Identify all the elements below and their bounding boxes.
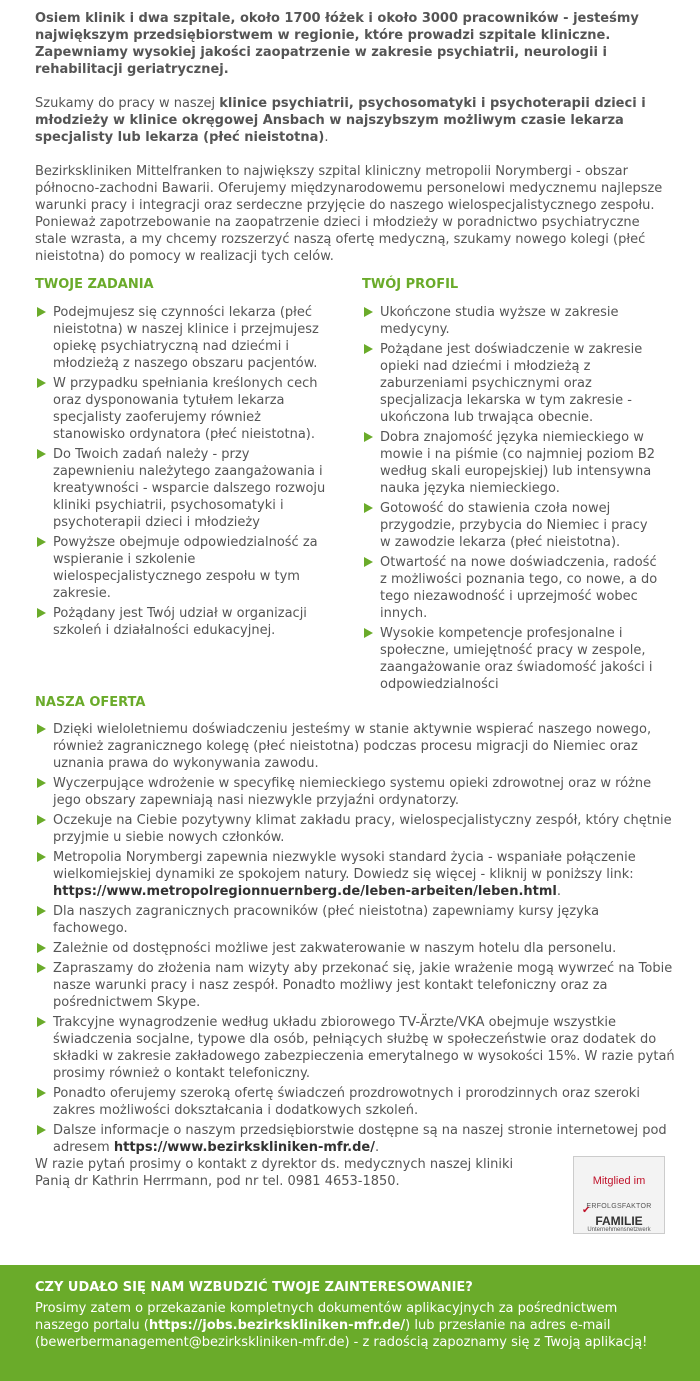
- triangle-bullet-icon: [37, 449, 46, 459]
- footer-banner: [0, 1265, 700, 1381]
- offer-item-text: Zapraszamy do złożenia nam wizyty aby przekonać się, jakie wrażenie mogą wywrzeć na Tobie nasze warunki pracy i nasz zespół. Ponadto możliwy jest kontakt telefoniczny oraz za pośrednictwem Skype.: [53, 961, 673, 1010]
- offer-item-text: Metropolia Norymbergi zapewnia niezwykle wysoki standard życia - wspaniałe połączenie wielkomiejskiej dynamiki ze spokojem natury. Dowiedz się więcej - kliknij w poniższy link:: [53, 850, 636, 882]
- tasks-list: [35, 304, 335, 639]
- profile-item-text: Ukończone studia wyższe w zakresie medycyny.: [380, 305, 619, 337]
- offer-item: [35, 960, 675, 1011]
- tasks-title: TWOJE ZADANIA: [35, 277, 154, 292]
- profile-item: [362, 625, 662, 693]
- tasks-column: [35, 276, 335, 642]
- footer-text: [35, 1300, 670, 1351]
- offer-item: [35, 1085, 675, 1119]
- offer-item-text: Zależnie od dostępności możliwe jest zakwaterowanie w naszym hotelu dla personelu.: [53, 941, 617, 956]
- triangle-bullet-icon: [37, 943, 46, 953]
- badge-line-2: FAMILIE: [595, 1214, 643, 1228]
- triangle-bullet-icon: [364, 344, 373, 354]
- profile-item: [362, 341, 662, 426]
- profile-item-text: Otwartość na nowe doświadczenia, radość z możliwości poznania tego, co nowe, a do tego niezawodność i uprzejmość wobec innych.: [380, 555, 658, 621]
- task-item: [35, 375, 335, 443]
- profile-list: [362, 304, 662, 693]
- profile-column: [362, 276, 662, 696]
- profile-item: [362, 429, 662, 497]
- triangle-bullet-icon: [37, 1017, 46, 1027]
- offer-item-after: .: [556, 884, 562, 899]
- profile-item: [362, 304, 662, 338]
- triangle-bullet-icon: [37, 307, 46, 317]
- about-paragraph: Bezirkskliniken Mittelfranken to największy szpital kliniczny metropolii Norymbergi - obszar północno-zachodni Bawarii. Oferujemy międzynarodowemu personelowi medycznemu najlepsze warunki pracy i integracji oraz serdeczne przyjęcie do naszego wielospecjalistycznego zespołu. Ponieważ zapotrzebowanie na zaopatrzenie dzieci i młodzieży w poradnictwo psychiatryczne stale wzrasta, a my chcemy rozszerzyć naszą ofertę medyczną, szukamy nowego kolegi (płeć nieistotna) do pomocy w realizacji tych celów.: [35, 164, 663, 264]
- offer-item: [35, 775, 675, 809]
- task-item-text: Podejmujesz się czynności lekarza (płeć nieistotna) w naszej klinice i przejmujesz opiekę psychiatryczną nad dziećmi i młodzieżą z naszego obszaru pacjentów.: [53, 305, 319, 371]
- badge-line-1: ERFOLGSFAKTOR: [586, 1203, 652, 1210]
- profile-item-text: Gotowość do stawienia czoła nowej przygodzie, przybycia do Niemiec i pracy w zawodzie lekarza (płeć nieistotna).: [380, 501, 648, 550]
- task-item: [35, 534, 335, 602]
- offer-item-after: .: [374, 1140, 380, 1155]
- profile-item: [362, 554, 662, 622]
- offer-section: [35, 694, 675, 1159]
- intro-paragraph: Osiem klinik i dwa szpitale, około 1700 łóżek i około 3000 pracowników - jesteśmy największym przedsiębiorstwem w regionie, które prowadzi szpitale kliniczne. Zapewniamy wysokiej jakości zaopatrzenie w zakresie psychiatrii, neurologii i rehabilitacji geriatrycznej.: [35, 11, 639, 77]
- offer-item-text: Ponadto oferujemy szeroką ofertę świadczeń prozdrowotnych i prorodzinnych oraz szeroki zakres możliwości dokształcania i dodatkowych szkoleń.: [53, 1086, 640, 1118]
- contact-section: [35, 1156, 535, 1190]
- offer-item-text: Dzięki wieloletniemu doświadczeniu jesteśmy w stanie aktywnie wspierać naszego nowego, również zagranicznego kolegę (płeć nieistotna) podczas procesu migracji do Niemiec oraz uznania prawa do wykonywania zawodu.: [53, 722, 652, 771]
- search-prefix: Szukamy do pracy w naszej: [35, 96, 220, 111]
- badge-mitglied-text: Mitglied im: [592, 1175, 646, 1187]
- triangle-bullet-icon: [364, 557, 373, 567]
- offer-item: [35, 849, 675, 900]
- triangle-bullet-icon: [37, 537, 46, 547]
- profile-item-text: Dobra znajomość języka niemieckiego w mowie i na piśmie (co najmniej poziom B2 według skali europejskiej) lub intensywna nauka języka niemieckiego.: [380, 430, 656, 496]
- badge-line-3: Unternehmensnetzwerk: [587, 1227, 651, 1233]
- offer-item: [35, 940, 675, 957]
- triangle-bullet-icon: [364, 307, 373, 317]
- offer-list: [35, 721, 675, 1156]
- task-item: [35, 304, 335, 372]
- footer-text-before: Prosimy zatem o przekazanie kompletnych dokumentów aplikacyjnych za pośrednictwem naszego portalu (: [35, 1301, 618, 1333]
- intro-section: [35, 10, 665, 265]
- offer-item: [35, 721, 675, 772]
- task-item-text: Powyższe obejmuje odpowiedzialność za wspieranie i szkolenie wielospecjalistycznego zespołu w tym zakresie.: [53, 535, 318, 601]
- offer-item: [35, 903, 675, 937]
- footer-text-after: ) lub przesłanie na adres e-mail (bewerbermanagement@bezirkskliniken-mfr.de) - z radością zapoznamy się z Twoją aplikacją!: [35, 1318, 648, 1350]
- task-item-text: Do Twoich zadań należy - przy zapewnieniu należytego zaangażowania i kreatywności - wsparcie dalszego rozwoju kliniki psychiatrii, psychosomatyki i psychoterapii dzieci i młodzieży: [53, 447, 326, 530]
- search-paragraph: [35, 95, 665, 146]
- profile-item: [362, 500, 662, 551]
- task-item: [35, 605, 335, 639]
- offer-item-text: Dla naszych zagranicznych pracowników (płeć nieistotna) zapewniamy kursy języka fachowego.: [53, 904, 600, 936]
- profile-title: TWÓJ PROFIL: [362, 277, 459, 292]
- triangle-bullet-icon: [37, 1088, 46, 1098]
- contact-line-2: Panią dr Kathrin Herrmann, pod nr tel. 0981 4653-1850.: [35, 1174, 400, 1189]
- offer-item-link[interactable]: https://www.bezirkskliniken-mfr.de/: [113, 1140, 375, 1155]
- profile-item-text: Wysokie kompetencje profesjonalne i społeczne, umiejętność pracy w zespole, zaangażowanie oraz świadomość jakości i odpowiedzialności: [380, 626, 653, 692]
- task-item: [35, 446, 335, 531]
- search-position: klinice psychiatrii, psychosomatyki i psychoterapii dzieci i młodzieży w klinice okręgowej Ansbach w najszybszym możliwym czasie lekarza specjalisty lub lekarza (płeć nieistotna): [35, 96, 646, 145]
- offer-item: [35, 1122, 675, 1156]
- offer-item-text: Trakcyjne wynagrodzenie według układu zbiorowego TV-Ärzte/VKA obejmuje wszystkie świadczenia socjalne, typowe dla osób, pełniących służbę w społeczeństwie oraz dodatek do składki w zakresie zakładowego zabezpieczenia emerytalnego w wysokości 15%. W razie pytań prosimy również o kontakt telefoniczny.: [53, 1015, 675, 1081]
- erfolgsfaktor-familie-badge: [573, 1156, 665, 1234]
- triangle-bullet-icon: [37, 1125, 46, 1135]
- offer-item-text: Oczekuje na Ciebie pozytywny klimat zakładu pracy, wielospecjalistyczny zespół, który chętnie przyjmie u siebie nowych członków.: [53, 813, 672, 845]
- triangle-bullet-icon: [37, 963, 46, 973]
- task-item-text: W przypadku spełniania kreślonych cech oraz dysponowania tytułem lekarza specjalisty zaoferujemy również stanowisko ordynatora (płeć nieistotna).: [53, 376, 318, 442]
- triangle-bullet-icon: [37, 378, 46, 388]
- footer-title: CZY UDAŁO SIĘ NAM WZBUDZIĆ TWOJE ZAINTERESOWANIE?: [35, 1280, 473, 1295]
- triangle-bullet-icon: [37, 815, 46, 825]
- triangle-bullet-icon: [37, 724, 46, 734]
- portal-link[interactable]: https://jobs.bezirkskliniken-mfr.de/: [148, 1318, 406, 1333]
- triangle-bullet-icon: [37, 852, 46, 862]
- triangle-bullet-icon: [364, 503, 373, 513]
- task-item-text: Pożądany jest Twój udział w organizacji szkoleń i działalności edukacyjnej.: [53, 606, 307, 638]
- offer-item: [35, 1014, 675, 1082]
- triangle-bullet-icon: [364, 628, 373, 638]
- triangle-bullet-icon: [37, 906, 46, 916]
- profile-item-text: Pożądane jest doświadczenie w zakresie opieki nad dziećmi i młodzieżą z zaburzeniami psychicznymi oraz specjalizacja lekarska w tym zakresie - ukończona lub trwająca obecnie.: [380, 342, 643, 425]
- contact-line-1: W razie pytań prosimy o kontakt z dyrektor ds. medycznych naszej kliniki: [35, 1157, 514, 1172]
- offer-item-link[interactable]: https://www.metropolregionnuernberg.de/leben-arbeiten/leben.html: [53, 884, 557, 899]
- checkmark-icon: ✔: [582, 1205, 591, 1216]
- triangle-bullet-icon: [37, 608, 46, 618]
- triangle-bullet-icon: [37, 778, 46, 788]
- offer-item-text: Dalsze informacje o naszym przedsiębiorstwie dostępne są na naszej stronie internetowej pod adresem: [53, 1123, 667, 1155]
- offer-item: [35, 812, 675, 846]
- offer-item-text: Wyczerpujące wdrożenie w specyfikę niemieckiego systemu opieki zdrowotnej oraz w różne jego obszary zapewniają nasi niezwykle przyjaźni ordynatorzy.: [53, 776, 652, 808]
- triangle-bullet-icon: [364, 432, 373, 442]
- offer-title: NASZA OFERTA: [35, 695, 146, 710]
- search-suffix: .: [324, 130, 329, 145]
